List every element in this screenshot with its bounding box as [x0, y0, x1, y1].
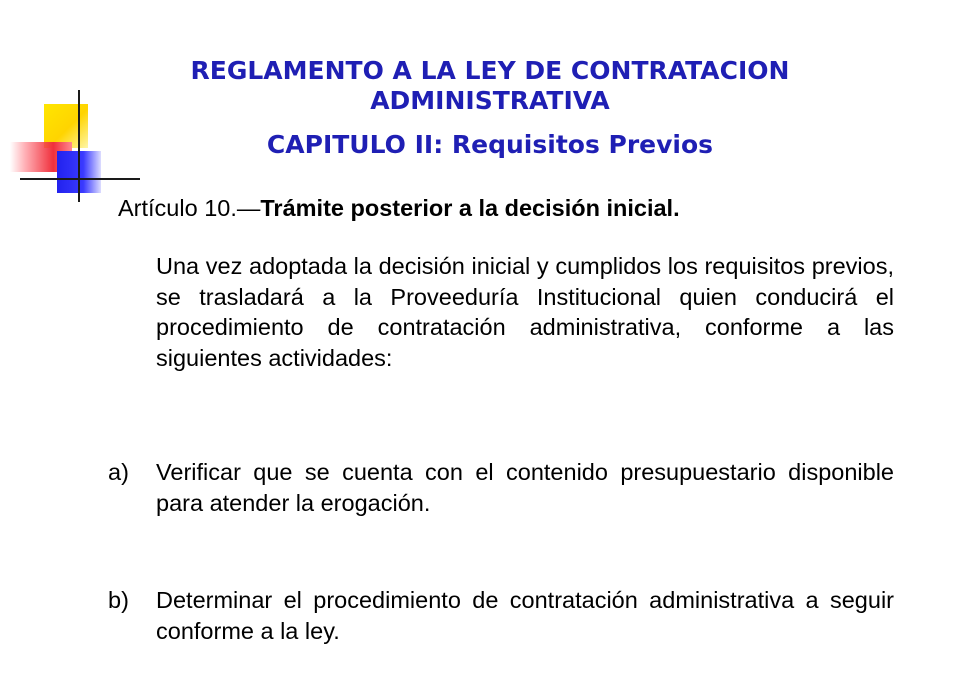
article-number: Artículo 10.— [118, 195, 261, 221]
slide-title: REGLAMENTO A LA LEY DE CONTRATACION ADMINISTRATIVA [190, 56, 790, 115]
list-item-text: Determinar el procedimiento de contratación administrativa a seguir conforme a la ley. [156, 587, 894, 644]
list-marker: a) [108, 459, 129, 485]
list-item-b [108, 585, 894, 646]
chapter-subtitle: CAPITULO II: Requisitos Previos [266, 130, 714, 159]
logo-horizontal-line [20, 178, 140, 180]
list-marker: b) [108, 587, 129, 613]
article-title: Trámite posterior a la decisión inicial. [260, 195, 680, 221]
list-item-a [108, 457, 894, 518]
list-item-text: Verificar que se cuenta con el contenido presupuestario disponible para atender la erogación. [156, 459, 894, 516]
body-paragraph: Una vez adoptada la decisión inicial y cumplidos los requisitos previos, se trasladará a la Proveeduría Institucional quien conducirá el procedimiento de contratación administrativa, conforme a las siguientes actividades: [156, 253, 894, 371]
article-heading [118, 193, 680, 223]
